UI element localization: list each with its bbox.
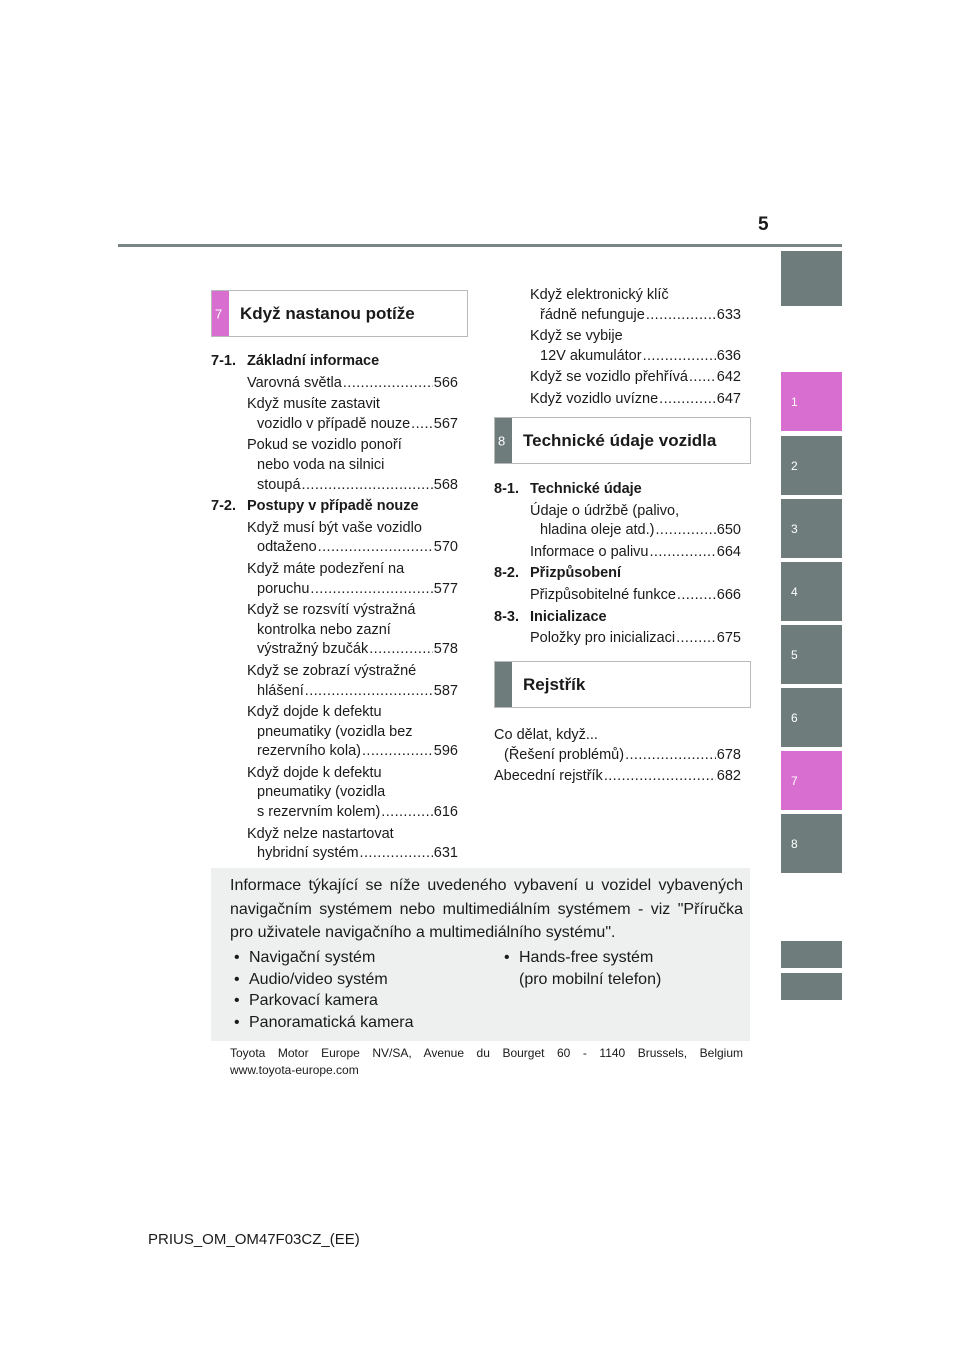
list-item: • Navigační systém (230, 947, 480, 969)
page-ref: 682 (716, 768, 741, 785)
section-header-7 (211, 290, 468, 337)
document-id: PRIUS_OM_OM47F03CZ_(EE) (148, 1231, 360, 1248)
page-ref: 636 (716, 347, 741, 364)
toc-left-column (211, 352, 458, 864)
page-ref: 678 (716, 746, 741, 763)
page-ref: 650 (716, 522, 741, 539)
page-ref: 577 (433, 580, 458, 597)
page-ref: 616 (433, 804, 458, 821)
section-header-8 (494, 417, 751, 464)
equipment-list-left (230, 947, 480, 1033)
toc-entry[interactable]: Když elektronický klíč řádně nefunguje ..... 633 (494, 286, 741, 325)
side-tab-1[interactable]: 1 (781, 372, 842, 431)
section-number-index (495, 662, 512, 707)
side-tab-blank-top[interactable] (781, 251, 842, 306)
page-ref: 675 (716, 630, 741, 647)
equipment-list-right (500, 947, 740, 990)
toc-entry[interactable]: Když se rozsvítí výstražná kontrolka nebo zazní výstražný bzučák ..... 578 (211, 601, 458, 660)
page-ref: 587 (433, 682, 458, 699)
side-tab-6[interactable]: 6 (781, 688, 842, 747)
toc-entry[interactable]: Když máte podezření na poruchu ..... 577 (211, 560, 458, 599)
page-ref: 568 (433, 476, 458, 493)
header-rule (118, 244, 842, 247)
page-ref: 567 (433, 415, 458, 432)
page-ref: 647 (716, 390, 741, 407)
side-tab-2[interactable]: 2 (781, 436, 842, 495)
page-number: 5 (758, 214, 769, 235)
toc-entry[interactable]: Když musíte zastavit vozidlo v případě nouze ..... 567 (211, 395, 458, 434)
page-ref: 664 (716, 543, 741, 560)
page-ref: 570 (433, 539, 458, 556)
toc-entry[interactable]: Když dojde k defektu pneumatiky (vozidla s rezervním kolem) ..... 616 (211, 764, 458, 823)
section-title-8: Technické údaje vozidla (523, 430, 717, 450)
toc-entry[interactable]: Položky pro inicializaci ..... 675 (494, 629, 741, 649)
toc-right-top (494, 284, 741, 410)
toc-entry[interactable]: Co dělat, když... (Řešení problémů) ..... 678 (494, 726, 741, 765)
page-ref: 633 (716, 306, 741, 323)
info-box (211, 868, 750, 1041)
toc-chapter-7-1[interactable]: 7-1. Základní informace (211, 353, 380, 369)
toc-entry[interactable]: Pokud se vozidlo ponoří nebo voda na silnici stoupá ..... 568 (211, 436, 458, 495)
footer-address: Toyota Motor Europe NV/SA, Avenue du Bourget 60 - 1140 Brussels, Belgium (230, 1046, 743, 1060)
toc-entry[interactable]: Informace o palivu ..... 664 (494, 543, 741, 563)
page-ref: 631 (433, 845, 458, 862)
list-item: • Audio/video systém (230, 969, 480, 991)
side-tab-4[interactable]: 4 (781, 562, 842, 621)
section-header-index (494, 661, 751, 708)
section-number-8: 8 (495, 418, 512, 463)
list-item: • Hands-free systém (500, 947, 740, 969)
toc-entry[interactable]: Když se vozidlo přehřívá ..... 642 (494, 368, 741, 388)
side-tab-7[interactable]: 7 (781, 751, 842, 810)
toc-chapter-8-2[interactable]: 8-2. Přizpůsobení (494, 565, 622, 582)
toc-entry[interactable]: Když vozidlo uvízne ..... 647 (494, 390, 741, 410)
section-title-index: Rejstřík (523, 674, 586, 694)
side-tab-5[interactable]: 5 (781, 625, 842, 684)
toc-right-middle (494, 480, 741, 649)
list-item: • Panoramatická kamera (230, 1012, 480, 1034)
toc-entry[interactable]: Když se vybije 12V akumulátor ..... 636 (494, 327, 741, 366)
toc-entry[interactable]: Když dojde k defektu pneumatiky (vozidla bez rezervního kola) ..... 596 (211, 703, 458, 762)
info-text: Informace týkající se níže uvedeného vybavení u vozidel vybavených navigačním systémem nebo multimediálním systémem - viz "Příručka pro uživatele navigačního a multimediálního systému". (230, 877, 743, 941)
toc-entry[interactable]: Abecední rejstřík ..... 682 (494, 767, 741, 787)
page-ref: 566 (433, 374, 458, 391)
side-tab-blank-b[interactable] (781, 973, 842, 1000)
toc-entry[interactable]: Když se zobrazí výstražné hlášení ..... 587 (211, 662, 458, 701)
toc-entry[interactable]: Varovná světla ..... 566 (211, 374, 458, 394)
toc-chapter-8-3[interactable]: 8-3. Inicializace (494, 608, 607, 625)
toc-entry[interactable]: Když musí být vaše vozidlo odtaženo ..... 570 (211, 519, 458, 558)
page-ref: 642 (716, 369, 741, 386)
footer-url[interactable]: www.toyota-europe.com (230, 1063, 359, 1077)
toc-chapter-7-2[interactable]: 7-2. Postupy v případě nouze (211, 498, 419, 515)
toc-chapter-8-1[interactable]: 8-1. Technické údaje (494, 481, 642, 497)
page-ref: 578 (433, 641, 458, 658)
toc-entry[interactable]: Údaje o údržbě (palivo, hladina oleje atd.) ..... 650 (494, 502, 741, 541)
page-ref: 596 (433, 743, 458, 760)
toc-entry[interactable]: Když nelze nastartovat hybridní systém ..... 631 (211, 825, 458, 864)
side-tab-8[interactable]: 8 (781, 814, 842, 873)
side-tab-blank-a[interactable] (781, 941, 842, 968)
section-number-7: 7 (212, 291, 229, 336)
page-ref: 666 (716, 586, 741, 603)
toc-right-bottom (494, 724, 741, 787)
side-tab-3[interactable]: 3 (781, 499, 842, 558)
toc-entry[interactable]: Přizpůsobitelné funkce ..... 666 (494, 586, 741, 606)
list-item-continuation: (pro mobilní telefon) (519, 970, 662, 988)
section-title-7: Když nastanou potíže (240, 303, 415, 323)
list-item: • Parkovací kamera (230, 990, 480, 1012)
